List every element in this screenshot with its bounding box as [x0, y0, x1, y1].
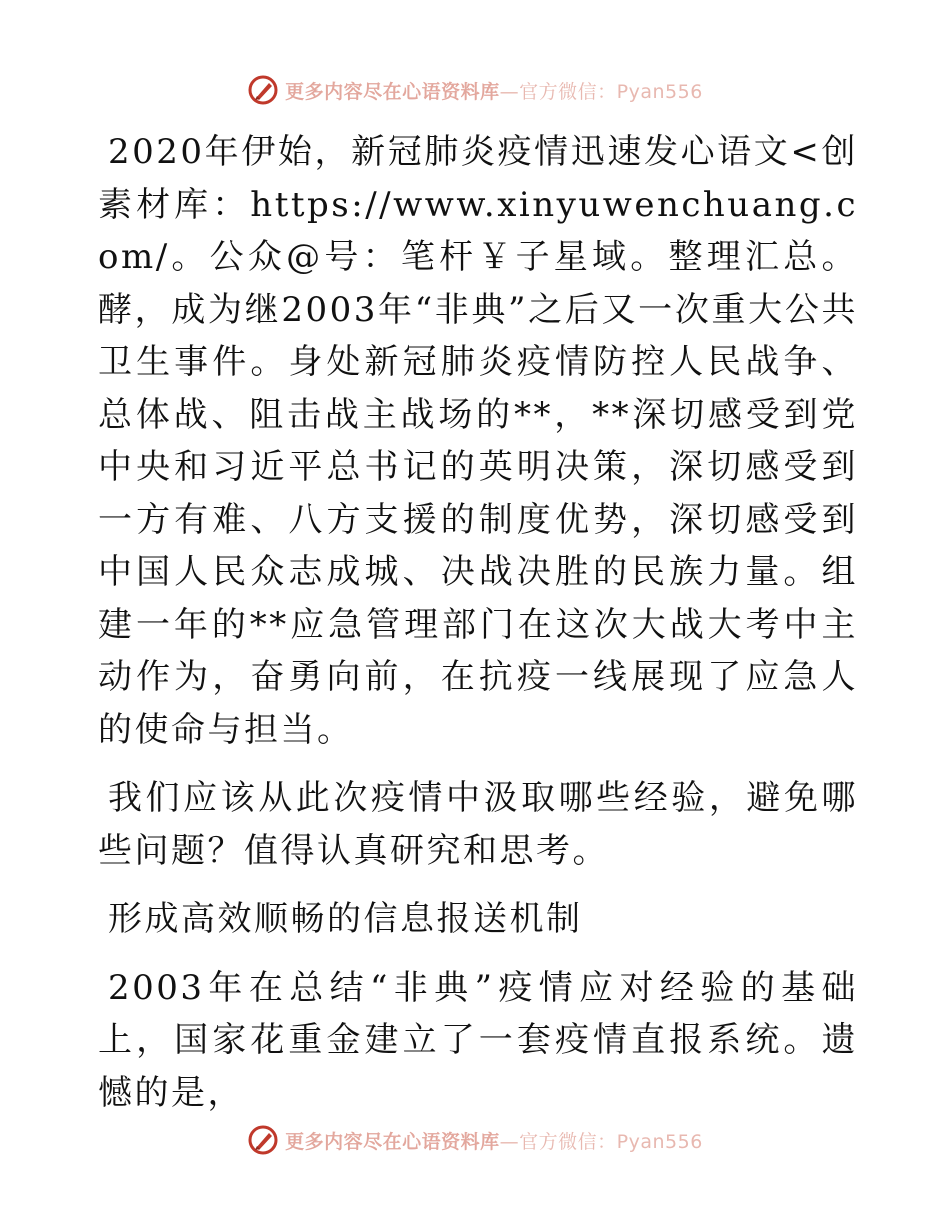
watermark-main: 更多内容尽在心语资料库: [285, 1130, 500, 1153]
watermark-wechat: 官方微信：Pyan556: [519, 80, 703, 103]
section-heading: 形成高效顺畅的信息报送机制: [108, 899, 583, 939]
paragraph-1: 2020年伊始，新冠肺炎疫情迅速发心语文<创素材库：https://www.xinyuwenchuang.com/。公众@号：笔杆￥子星域。整理汇总。酵，成为继2003年“非典”之后又一次重大公共卫生事件。身处新冠肺炎疫情防控人民战争、总体战、阻击战主战场的**，**深切感受到党中央和习近平总书记的英明决策，深切感受到一方有难、八方支援的制度优势，深切感受到中国人民众志成城、决战决胜的民族力量。组建一年的**应急管理部门在这次大战大考中主动作为，奋勇向前，在抗疫一线展现了应急人的使命与担当。: [98, 132, 858, 750]
watermark-main: 更多内容尽在心语资料库: [285, 80, 500, 103]
watermark-separator: —: [499, 80, 520, 103]
watermark-inner: [247, 74, 703, 106]
watermark-text: [285, 77, 703, 104]
footer-watermark: [0, 1120, 950, 1160]
paragraph-2: 我们应该从此次疫情中汲取哪些经验，避免哪些问题？值得认真研究和思考。: [98, 778, 858, 871]
watermark-separator: —: [499, 1130, 520, 1153]
watermark-text: [285, 1127, 703, 1154]
header-watermark: [0, 70, 950, 110]
quill-pen-logo-icon: [247, 74, 279, 106]
quill-pen-logo-icon: [247, 1124, 279, 1156]
watermark-wechat: 官方微信：Pyan556: [519, 1130, 703, 1153]
paragraph-3: 2003年在总结“非典”疫情应对经验的基础上，国家花重金建立了一套疫情直报系统。遗憾的是，: [98, 967, 858, 1113]
watermark-inner: [247, 1124, 703, 1156]
document-body: [98, 126, 858, 1119]
